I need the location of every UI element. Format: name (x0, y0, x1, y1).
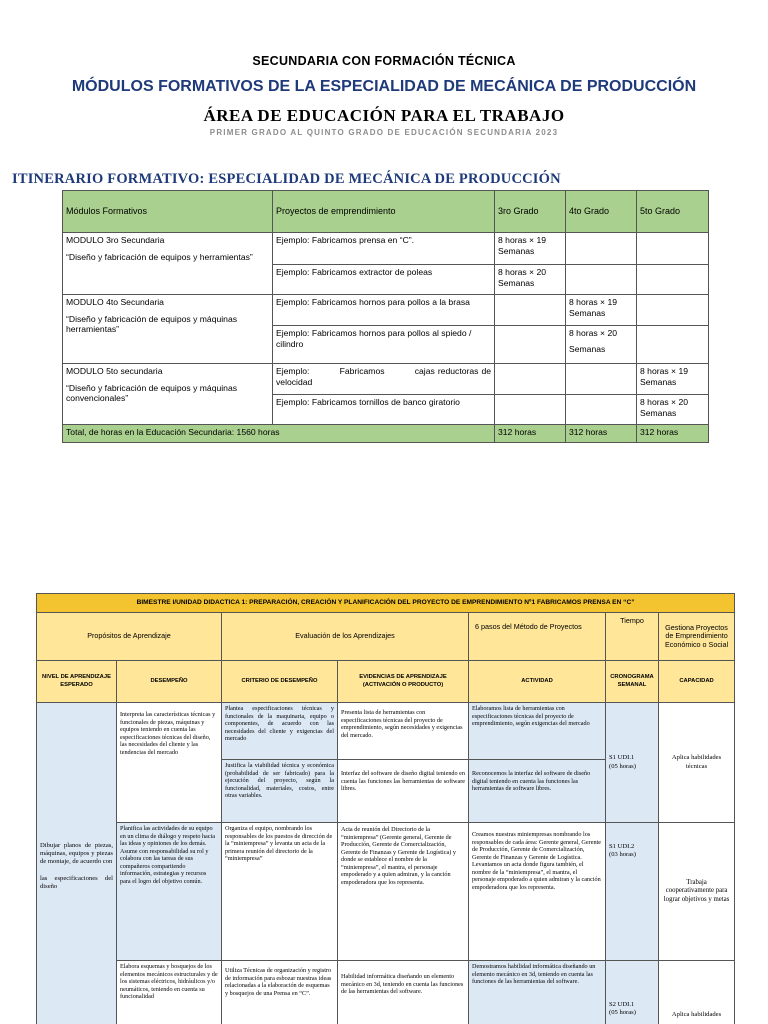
bimestre-banner-row (37, 594, 735, 613)
hours-cell: 8 horas × 20 Semanas (495, 265, 566, 295)
empty-cell (495, 295, 566, 326)
modulo-3ro-cell (63, 233, 273, 295)
table-row (37, 961, 735, 1024)
hours-cell (566, 326, 637, 364)
modulo-4to-desc: “Diseño y fabricación de equipos y máquinas herramientas” (66, 313, 238, 335)
modulo-4to-cell (63, 295, 273, 364)
hours-cell: 8 horas × 20 Semanas (637, 395, 709, 425)
modulo-5to-cell (63, 364, 273, 425)
itinerario-table (62, 190, 709, 443)
desempeno-cell: Elabora esquemas y bosquejos de los elementos mecánicos estructurales y de los sistemas eléctricos, hidráulicos y/o neumáticos, teniendo en cuenta su funcionalidad (117, 961, 222, 1024)
evidencia-cell: Acta de reunión del Directorio de la “miniempresa” (Gerente general, Gerente de Producción, Gerente de Comercialización, Gerente de Finanzas y Gerente de Logística) y donde se establece el nombre de la “miniempresa”, el mantra, el personaje empoderado y a quien admiran, y la canción empoderadora que los representa. (338, 823, 469, 961)
header-desempeno: DESEMPEÑO (117, 661, 222, 703)
header-crono: CRONOGRAMA SEMANAL (606, 661, 659, 703)
actividad-cell: Reconocemos la interfaz del software de diseño digital teniendo en cuenta las funciones las herramientas de software libres. (469, 760, 606, 823)
crono-cell: S1 UDI.2 (03 horas) (606, 823, 659, 961)
empty-cell (566, 364, 637, 395)
header-modulos: Módulos Formativos (63, 191, 273, 233)
header-capacidad: CAPACIDAD (659, 661, 735, 703)
total-row (63, 425, 709, 443)
empty-cell (637, 233, 709, 265)
evidencia-cell: Presenta lista de herramientas con especificaciones técnicas del proyecto de emprendimiento, según necesidades y exigencias del mercado. (338, 703, 469, 760)
criterio-cell: Organiza el equipo, nombrando los responsables de los puestos de dirección de la “miniempresa” y levanta un acta de la primera reunión del directorio de la “miniempresa” (222, 823, 338, 961)
header-nivel: NIVEL DE APRENDIZAJE ESPERADO (37, 661, 117, 703)
header-4to: 4to Grado (566, 191, 637, 233)
modulo-4to-title: MODULO 4to Secundaria (66, 297, 164, 307)
total-5to: 312 horas (637, 425, 709, 443)
criterio-cell: Plantea especificaciones técnicas y funcionales de la maquinaria, equipo o componentes, de acuerdo con las necesidades del cliente y exigencias del mercado (222, 703, 338, 760)
modulos-title: MÓDULOS FORMATIVOS DE LA ESPECIALIDAD DE MECÁNICA DE PRODUCCIÓN (71, 78, 697, 95)
header-actividad: ACTIVIDAD (469, 661, 606, 703)
empty-cell (637, 295, 709, 326)
table-row (37, 823, 735, 961)
modulo-3ro-desc: “Diseño y fabricación de equipos y herramientas” (66, 251, 253, 262)
empty-cell (495, 326, 566, 364)
itinerario-header-row (63, 191, 709, 233)
hours-cell: 8 horas × 19 Semanas (495, 233, 566, 265)
header-tiempo: Tiempo (606, 613, 659, 661)
school-title: SECUNDARIA CON FORMACIÓN TÉCNICA (252, 54, 516, 68)
bimestre-banner: BIMESTRE I/UNIDAD DIDACTICA 1: PREPARACIÓN, CREACIÓN Y PLANIFICACIÓN DEL PROYECTO DE EMPRENDIMIENTO Nº1 FABRICAMOS PRENSA EN “C” (37, 594, 735, 613)
hours-line: Semanas (569, 343, 606, 354)
actividad-cell: Creamos nuestras miniempresas nombrando los responsables de cada área: Gerente general, Gerente de Producción, Gerente de Comercialización, Gerente de Finanzas y Gerente de Logística. Levantamos un acta donde figura también, el nombre de la “miniempresa”, el mantra, el personaje empoderado a quien admiran y la canción empoderadora que los representa. (469, 823, 606, 961)
nivel-cell: Dibujar planos de piezas, máquinas, equipos y piezas de montaje, de acuerdo con las especificaciones del diseño (37, 703, 117, 1024)
actividad-cell: Demostramos habilidad informática diseñando un elemento mecánico en 3d, teniendo en cuenta las funciones de las herramientas del software. (469, 961, 606, 1024)
capacidad-cell: Aplica habilidades técnicas (659, 703, 735, 823)
actividad-cell: Elaboramos lista de herramientas con especificaciones técnicas del proyecto de emprendimiento, según exigencias del mercado (469, 703, 606, 760)
modulo-3ro-title: MODULO 3ro Secundaria (66, 235, 165, 245)
desempeno-cell: Interpreta las características técnicas y funcionales de piezas, máquinas y equipos teniendo en cuenta las especificaciones técnicas del diseño, las necesidades del cliente y las tendencias del mercado (117, 703, 222, 823)
empty-cell (637, 326, 709, 364)
header-gestiona: Gestiona Proyectos de Emprendimiento Económico o Social (659, 613, 735, 661)
proyecto-cell: Ejemplo: Fabricamos cajas reductoras de velocidad (273, 364, 495, 395)
total-label: Total, de horas en la Educación Secundaria: 1560 horas (63, 425, 495, 443)
hours-cell: 8 horas × 19 Semanas (637, 364, 709, 395)
criterio-cell: Utiliza Técnicas de organización y registro de información para esbozar nuestras ideas relacionadas a la elaboración de esquemas y bosquejos de una Prensa en “C”. (222, 961, 338, 1024)
unidad-didactica-table (36, 593, 735, 1024)
area-title: ÁREA DE EDUCACIÓN PARA EL TRABAJO (203, 106, 565, 125)
header-criterio: CRITERIO DE DESEMPEÑO (222, 661, 338, 703)
desempeno-cell: Planifica las actividades de su equipo en un clima de diálogo y respeto hacia las ideas y opiniones de los demás. Asume con responsabilidad su rol y colabora con las tareas de sus compañeros compartiendo información, estrategias y recursos para el logro del objetivo común. (117, 823, 222, 961)
proyecto-cell: Ejemplo: Fabricamos extractor de poleas (273, 265, 495, 295)
proyecto-cell: Ejemplo: Fabricamos prensa en “C”. (273, 233, 495, 265)
table-row (37, 703, 735, 760)
empty-cell (566, 395, 637, 425)
modulo-5to-title: MODULO 5to secundaria (66, 366, 163, 376)
empty-cell (637, 265, 709, 295)
empty-cell (495, 364, 566, 395)
modulo-5to-desc: “Diseño y fabricación de equipos y máquinas convencionales” (66, 382, 238, 404)
evidencia-cell: Habilidad informática diseñando un elemento mecánico en 3d, teniendo en cuenta las funciones de las herramientas del software. (338, 961, 469, 1024)
table-row (63, 364, 709, 395)
grado-subtitle: PRIMER GRADO AL QUINTO GRADO DE EDUCACIÓN SECUNDARIA 2023 (209, 128, 559, 137)
hours-line: 8 horas × 20 (569, 328, 618, 338)
header-row-1 (37, 613, 735, 661)
header-pasos: 6 pasos del Método de Proyectos (469, 613, 606, 661)
capacidad-cell: Aplica habilidades (659, 961, 735, 1024)
header-evaluacion: Evaluación de los Aprendizajes (222, 613, 469, 661)
header-proyectos: Proyectos de emprendimiento (273, 191, 495, 233)
itinerario-title: ITINERARIO FORMATIVO: ESPECIALIDAD DE MECÁNICA DE PRODUCCIÓN (12, 171, 561, 187)
header-evidencias: EVIDENCIAS DE APRENDIZAJE (ACTIVACIÓN O PRODUCTO) (338, 661, 469, 703)
header-row-2 (37, 661, 735, 703)
empty-cell (566, 265, 637, 295)
header-propositos: Propósitos de Aprendizaje (37, 613, 222, 661)
empty-cell (495, 395, 566, 425)
crono-cell: S1 UDI.1 (05 horas) (606, 703, 659, 823)
hours-cell: 8 horas × 19 Semanas (566, 295, 637, 326)
table-row (63, 233, 709, 265)
criterio-cell: Justifica la viabilidad técnica y económica (probabilidad de ser fabricado) para la ejecución del proyecto, según la funcionalidad, materiales, costos, entre otras variables. (222, 760, 338, 823)
capacidad-cell: Trabaja cooperativamente para lograr objetivos y metas (659, 823, 735, 961)
empty-cell (566, 233, 637, 265)
crono-cell: S2 UDI.1 (05 horas) (606, 961, 659, 1024)
proyecto-cell: Ejemplo: Fabricamos hornos para pollos a la brasa (273, 295, 495, 326)
proyecto-cell: Ejemplo: Fabricamos hornos para pollos al spiedo / cilindro (273, 326, 495, 364)
total-3ro: 312 horas (495, 425, 566, 443)
total-4to: 312 horas (566, 425, 637, 443)
header-3ro: 3ro Grado (495, 191, 566, 233)
table-row (63, 295, 709, 326)
evidencia-cell: Interfaz del software de diseño digital teniendo en cuenta las funciones las herramientas de software libres. (338, 760, 469, 823)
proyecto-cell: Ejemplo: Fabricamos tornillos de banco giratorio (273, 395, 495, 425)
header-5to: 5to Grado (637, 191, 709, 233)
